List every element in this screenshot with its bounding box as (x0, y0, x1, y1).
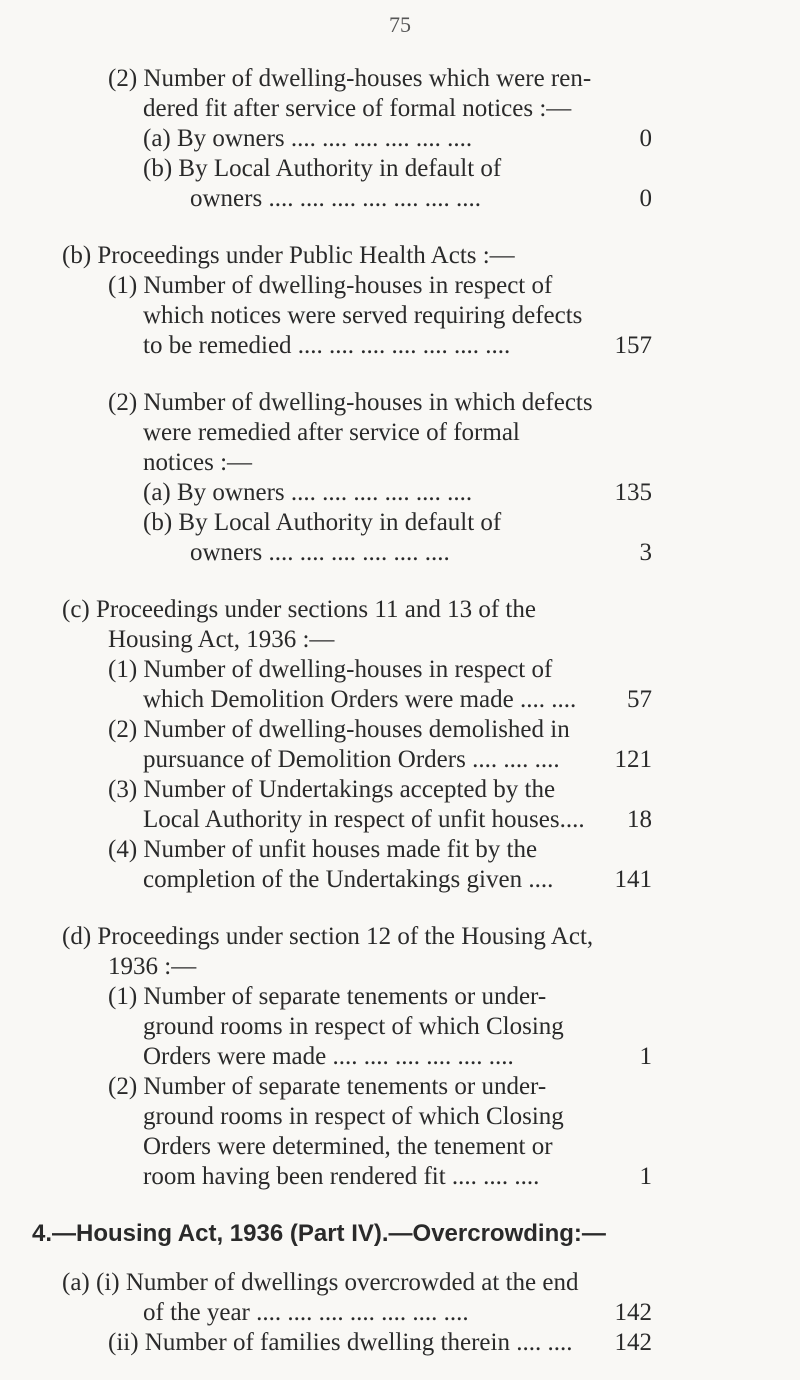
text-line-a2-l2: dered fit after service of formal notices :— (143, 95, 572, 122)
page-number: 75 (389, 12, 411, 37)
text-line-s4-a-i-l2: of the year .... .... .... .... .... .... .... (143, 1299, 469, 1326)
value-v-4ai: 142 (614, 1299, 652, 1326)
value-v-c4: 141 (614, 866, 652, 893)
text-line-c-head-l2: Housing Act, 1936 :— (108, 626, 335, 653)
text-line-c1-l2: which Demolition Orders were made .... .... (143, 686, 577, 713)
text-line-d1-l3: Orders were made .... .... .... .... .... .... (143, 1043, 514, 1070)
section-heading-4: 4.—Housing Act, 1936 (Part IV).—Overcrowding:— (32, 1220, 606, 1247)
text-line-b-head: (b) Proceedings under Public Health Acts :— (62, 242, 515, 269)
text-line-c2-l1: (2) Number of dwelling-houses demolished in (108, 716, 570, 743)
text-line-d-head-l2: 1936 :— (108, 953, 197, 980)
text-line-d1-l2: ground rooms in respect of which Closing (143, 1013, 564, 1040)
text-line-d2-l4: room having been rendered fit .... .... .... (143, 1163, 540, 1190)
text-line-a2-l1: (2) Number of dwelling-houses which were ren- (108, 65, 592, 92)
value-v-b2b: 3 (639, 539, 652, 566)
text-line-c3-l1: (3) Number of Undertakings accepted by the (108, 776, 556, 803)
value-v-d1: 1 (639, 1043, 652, 1070)
text-line-b2a: (a) By owners .... .... .... .... .... .... (143, 479, 473, 506)
text-line-b2b-l1: (b) By Local Authority in default of (143, 509, 502, 536)
text-line-a2a: (a) By owners .... .... .... .... .... .... (143, 125, 473, 152)
value-v-c1: 57 (627, 686, 652, 713)
text-line-s4-a-i-l1: (a) (i) Number of dwellings overcrowded at the end (62, 1269, 579, 1296)
value-v-d2: 1 (639, 1163, 652, 1190)
value-v-4aii: 142 (614, 1329, 652, 1356)
text-line-c3-l2: Local Authority in respect of unfit houses.... (143, 806, 585, 833)
text-line-c-head-l1: (c) Proceedings under sections 11 and 13 of the (62, 596, 536, 623)
value-v-a2b: 0 (639, 185, 652, 212)
text-line-d2-l3: Orders were determined, the tenement or (143, 1133, 553, 1160)
text-line-s4-a-ii: (ii) Number of families dwelling therein .... .... (108, 1329, 573, 1356)
text-line-b1-l3: to be remedied .... .... .... .... .... .... .... (143, 332, 511, 359)
text-line-a2b-l2: owners .... .... .... .... .... .... .... (190, 185, 481, 212)
text-line-d2-l1: (2) Number of separate tenements or under- (108, 1073, 547, 1100)
value-v-a2a: 0 (639, 125, 652, 152)
text-line-d2-l2: ground rooms in respect of which Closing (143, 1103, 564, 1130)
text-line-b2-l1: (2) Number of dwelling-houses in which defects (108, 389, 593, 416)
text-line-a2b-l1: (b) By Local Authority in default of (143, 155, 502, 182)
text-line-d1-l1: (1) Number of separate tenements or under- (108, 983, 547, 1010)
text-line-c4-l2: completion of the Undertakings given .... (143, 866, 554, 893)
text-line-b1-l2: which notices were served requiring defects (143, 302, 583, 329)
text-line-c4-l1: (4) Number of unfit houses made fit by the (108, 836, 538, 863)
text-line-b2b-l2: owners .... .... .... .... .... .... (190, 539, 450, 566)
text-line-c2-l2: pursuance of Demolition Orders .... .... .... (143, 746, 560, 773)
value-v-c2: 121 (614, 746, 652, 773)
text-line-d-head-l1: (d) Proceedings under section 12 of the Housing Act, (62, 923, 594, 950)
value-v-b2a: 135 (614, 479, 652, 506)
text-line-c1-l1: (1) Number of dwelling-houses in respect of (108, 656, 553, 683)
text-line-b1-l1: (1) Number of dwelling-houses in respect of (108, 272, 553, 299)
value-v-c3: 18 (627, 806, 652, 833)
text-line-b2-l2: were remedied after service of formal (143, 419, 520, 446)
text-line-b2-l3: notices :— (143, 449, 253, 476)
value-v-b1: 157 (614, 332, 652, 359)
